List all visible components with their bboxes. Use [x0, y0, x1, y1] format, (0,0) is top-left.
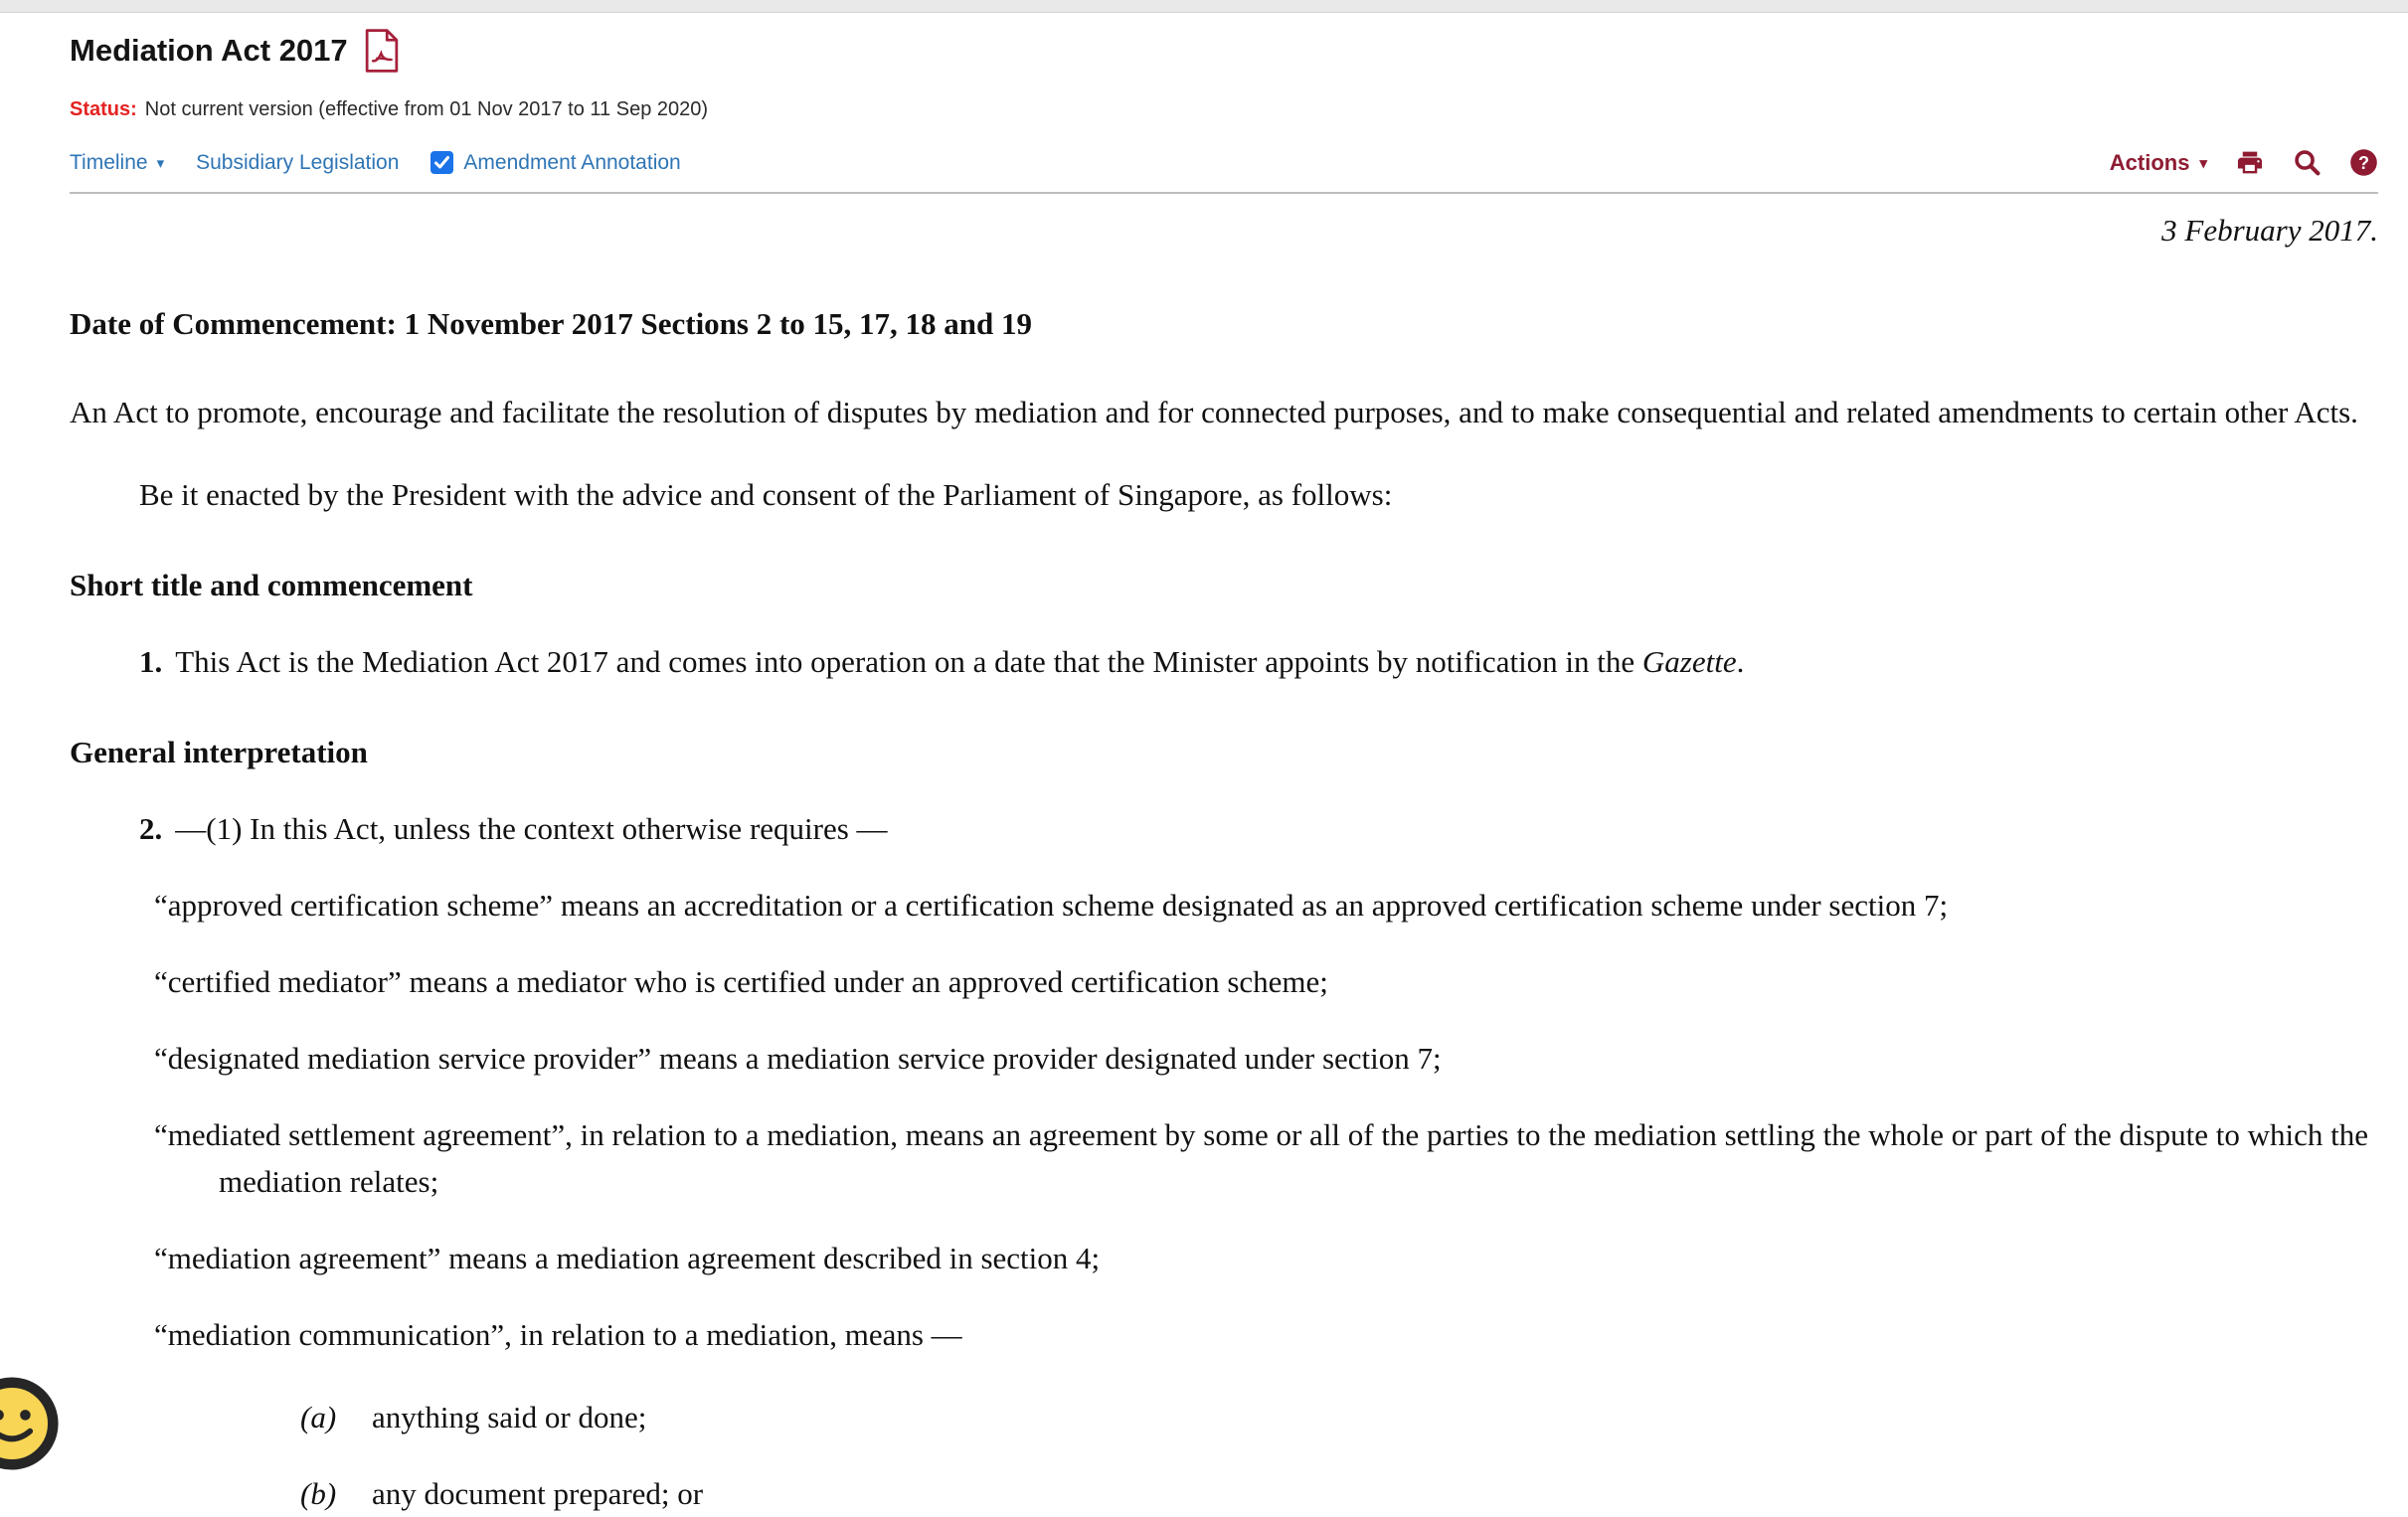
definition-designated-mediation-service-provider: “designated mediation service provider” means a mediation service provider designated under section 7;	[154, 1041, 1442, 1076]
svg-text:?: ?	[2357, 152, 2370, 173]
feedback-smiley-icon	[0, 1383, 53, 1465]
amendment-annotation-label: Amendment Annotation	[463, 150, 681, 174]
title-row	[70, 29, 2378, 73]
list-item-text: anything said or done;	[372, 1400, 647, 1434]
section-heading-short-title: Short title and commencement	[70, 568, 473, 602]
enacting-formula: Be it enacted by the President with the advice and consent of the Parliament of Singapore, as follows:	[139, 477, 1393, 512]
status-label: Status:	[70, 98, 137, 120]
help-icon[interactable]	[2349, 148, 2378, 177]
definition-mediated-settlement-agreement: “mediated settlement agreement”, in relation to a mediation, means an agreement by some or all of the parties to the mediation settling the whole or part of the dispute to which the mediation relates;	[154, 1117, 2368, 1199]
subsidiary-legislation-link[interactable]: Subsidiary Legislation	[196, 150, 400, 174]
list-item-b	[70, 1470, 2378, 1517]
status-text: Not current version (effective from 01 Nov 2017 to 11 Sep 2020)	[144, 98, 709, 120]
definition-mediation-communication: “mediation communication”, in relation to a mediation, means —	[154, 1317, 962, 1352]
section-1-text: This Act is the Mediation Act 2017 and comes into operation on a date that the Minister appoints by notification in the	[175, 644, 1642, 679]
amendment-annotation-toggle[interactable]	[430, 151, 680, 175]
gazette-italic: Gazette	[1641, 644, 1737, 679]
section-2	[70, 805, 2378, 852]
toolbar-right	[2110, 148, 2378, 177]
timeline-dropdown[interactable]	[70, 151, 164, 175]
page-title: Mediation Act 2017	[70, 33, 348, 68]
search-icon[interactable]	[2293, 148, 2322, 177]
checkbox-checked-icon[interactable]	[430, 151, 453, 174]
toolbar-left	[70, 151, 681, 175]
timeline-label: Timeline	[70, 150, 148, 174]
definition-mediation-agreement: “mediation agreement” means a mediation agreement described in section 4;	[154, 1241, 1101, 1275]
print-icon[interactable]	[2235, 148, 2265, 177]
commencement-line: Date of Commencement: 1 November 2017 Sections 2 to 15, 17, 18 and 19	[70, 306, 1033, 341]
top-strip	[0, 0, 2408, 13]
list-item-a	[70, 1394, 2378, 1440]
legislation-page	[0, 13, 2408, 1517]
toolbar-divider	[70, 192, 2378, 194]
section-heading-general-interpretation: General interpretation	[70, 735, 368, 769]
actions-label: Actions	[2109, 149, 2190, 175]
long-title: An Act to promote, encourage and facilitate the resolution of disputes by mediation and for connected purposes, and to make consequential and related amendments to certain other Acts.	[70, 395, 2358, 429]
section-2-text: —(1) In this Act, unless the context otherwise requires —	[175, 811, 888, 846]
definition-certified-mediator: “certified mediator” means a mediator who is certified under an approved certification scheme;	[154, 964, 1328, 999]
list-item-text: any document prepared; or	[372, 1476, 704, 1511]
feedback-smiley-widget[interactable]	[0, 1376, 60, 1471]
section-number: 2.	[139, 811, 163, 846]
act-document	[70, 207, 2378, 1517]
status-line	[70, 98, 2378, 121]
toolbar	[70, 148, 2378, 177]
gazette-date: 3 February 2017.	[2161, 213, 2378, 248]
definition-approved-certification-scheme: “approved certification scheme” means an accreditation or a certification scheme designated as an approved certification scheme under section 7;	[154, 888, 1949, 923]
section-1: 1. This Act is the Mediation Act 2017 and comes into operation on a date that the Minister appoints by notification in the Gazette.	[139, 644, 1745, 679]
chevron-down-icon: ▾	[156, 155, 165, 172]
chevron-down-icon: ▾	[2199, 155, 2207, 172]
section-number: 1.	[139, 644, 163, 679]
list-item-label: (a)	[300, 1400, 337, 1434]
actions-menu-button[interactable]	[2110, 150, 2207, 176]
pdf-icon[interactable]	[364, 29, 400, 73]
list-item-label: (b)	[300, 1476, 337, 1511]
